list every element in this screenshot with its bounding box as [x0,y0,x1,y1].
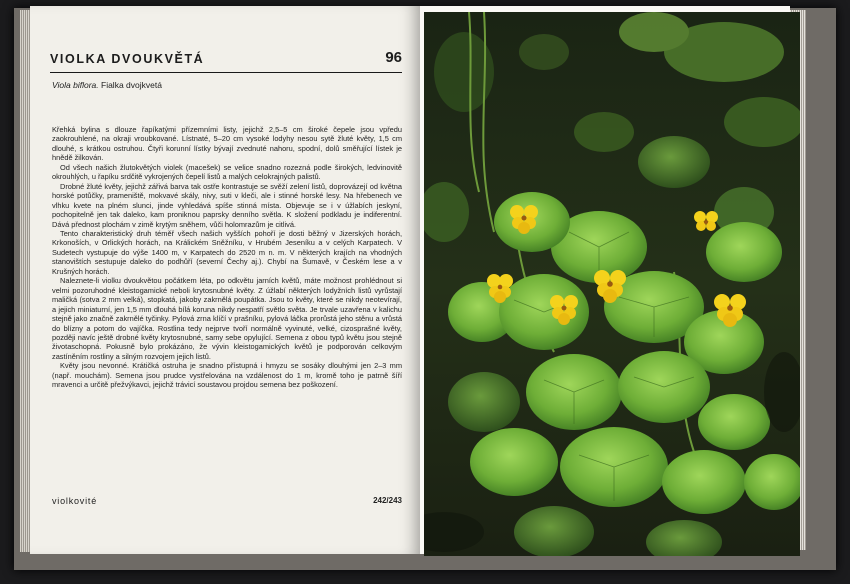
paragraph: Drobné žluté květy, jejichž zářivá barva tak ostře kontrastuje se svěží zelení listů, doprovázejí od května horské potůčky, prameniště, mokvavé skály, nivy, suti v kleči, ale i stinné horské lesy. Na hřebenech ve vlhku kvete na plném slunci, jinde vyhledává spíše stinná místa. Objevuje se i v úžlabích jeskyní, pochopitelně jen tak daleko, kam proniknou paprsky denního světla. K složení podkladu je indiferentní. Dává přednost plochám v zimě krytým sněhem, vůči holomrazům je citlivá. [52,181,402,229]
species-subtitle [52,80,162,90]
paragraph: Tento charakteristický druh téměř všech našich vyšších pohoří je dosti běžný v Jizerských horách, Krkonoších, v Orlických horách, na Králickém Sněžníku, v Hrubém Jeseníku a v celých Karpatech. V Sudetech vystupuje do výše 1400 m, v Karpatech do 2520 m n. m. V některých krajích na vhodných stanovištích sestupuje daleko do podhůří (severní Čechy aj.). Chybí na Šumavě, v Českém lese a v Krušných horách. [52,228,402,276]
latin-name: Viola biflora. [52,80,99,90]
paragraph: Křehká bylina s dlouze řapíkatými přízemními listy, jejichž 2,5–5 cm široké čepele jsou vpředu zaokrouhlené, na okraji vroubkované. Lístnaté, 5–20 cm vysoké lodyhy nesou sytě žluté květy, 1,5 cm dlouhé, s krátkou ostruhou. Čtyři korunní lístky bývají zvednuté nahoru, spodní, dolů směřující lístek je hnědě žilkován. [52,125,402,163]
pages-reference: 242/243 [373,496,402,505]
body-text [52,125,402,390]
family-name: violkovité [52,496,98,506]
slovak-name: Fialka dvojkvetá [101,80,162,90]
page-number: 96 [385,49,402,66]
paragraph: Naleznete-li violku dvoukvětou počátkem léta, po odkvětu jarních květů, máte možnost prohlédnout si velmi pozoruhodné kleistogamické neboli krytosnubné květy. Z úžlabí některých lodyžních listů vyrůstají maličká (sotva 2 mm velká), stopkatá, jakoby zakrnělá poupátka. Jsou to květy, které se nikdy neotevírají, a jejich miniaturní, jen 1,5 mm dlouhá bílá koruna nikdy nespatří světlo světa. Je trvale uzavřena v kalichu stejně jako značně zakrnělé tyčinky. Pylová zrna klíčí v prašníku, pylová láčka prorůstá jeho stěnu a vrůstá do blízny a potom do vajíčka. Rostlina tedy nejprve tvoří normálně vyvinuté, velké, cizosprašné květy, později navíc ještě drobné květy krytosnubné, samy sebe opylující. Semena z obou typů květu jsou stejně životaschopná. Pokusně bylo prokázáno, že vývin kleistogamických květů je podporován celkovým zastíněním rostliny a silným rozvojem jejich listů. [52,276,402,361]
page-header [50,46,402,73]
paragraph: Od všech našich žlutokvětých violek (macešek) se velice snadno rozezná podle širokých, ledvinovitě okrouhlých, u řapíku srdčitě vykrojených čepelí listů a malých celokrajných palistů. [52,162,402,182]
paragraph: Květy jsou nevonné. Krátičká ostruha je snadno přístupná i hmyzu se sosáky dlouhými jen 2–3 mm (např. mouchám). Semena jsou prudce vystřelována na vzdálenost do 1 m, kromě toho je patrně šíří mravenci a určitě přežvýkavci, jejichž trávicí soustavou projdou semena bez poškození. [52,361,402,390]
viola-biflora-photo [424,12,800,556]
page-title: VIOLKA DVOUKVĚTÁ [50,52,205,66]
